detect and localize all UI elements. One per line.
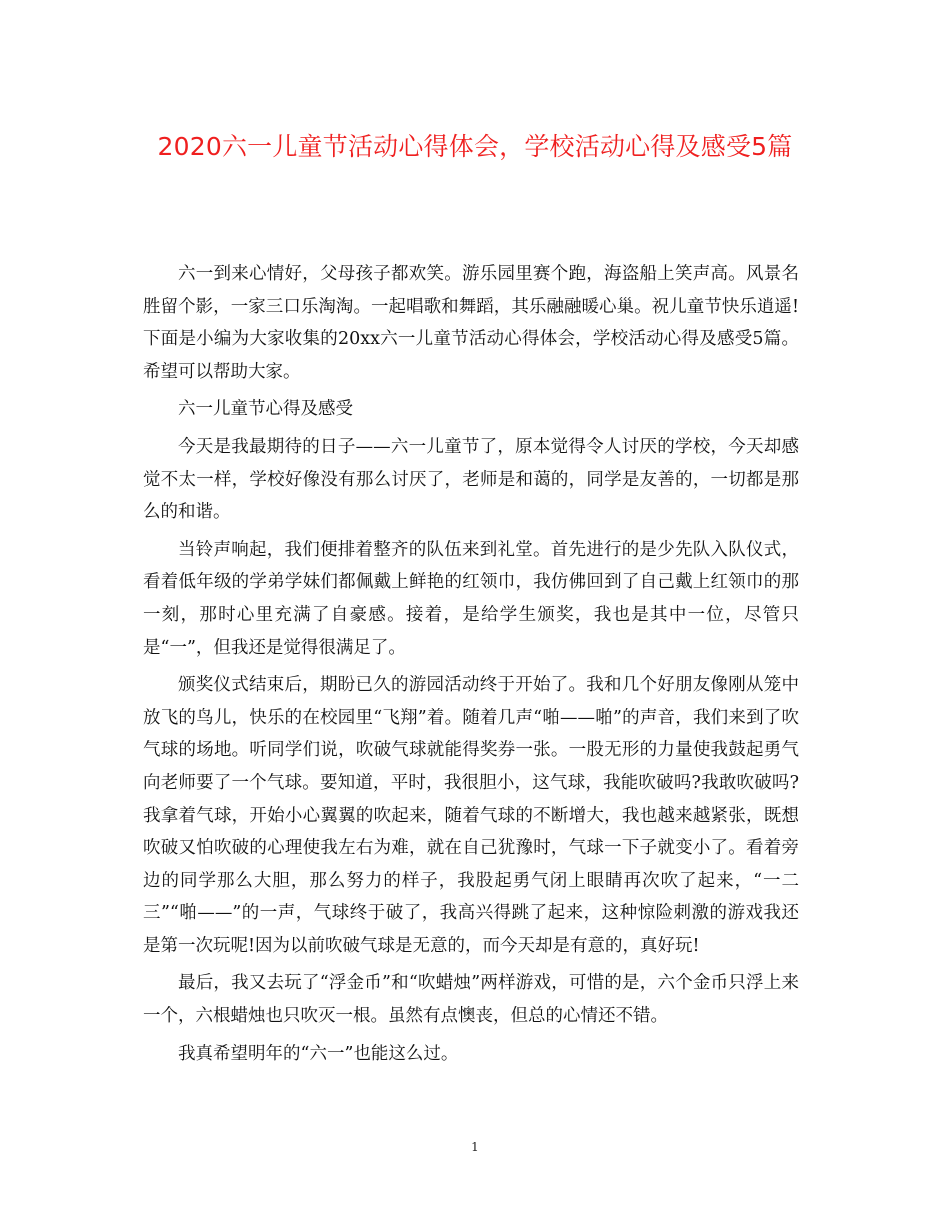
section-heading: 六一儿童节心得及感受 <box>178 399 353 420</box>
body-paragraph-1: 今天是我最期待的日子——六一儿童节了，原本觉得令人讨厌的学校，今天却感觉不太一样，学校好像没有那么讨厌了，老师是和蔼的，同学是友善的，一切都是那么的和谐。 <box>143 436 799 523</box>
body-paragraph-2: 当铃声响起，我们便排着整齐的队伍来到礼堂。首先进行的是少先队入队仪式，看着低年级的学弟学妹们都佩戴上鲜艳的红领巾，我仿佛回到了自己戴上红领巾的那一刻，那时心里充满了自豪感。接着，是给学生颁奖，我也是其中一位，尽管只是“一”，但我还是觉得很满足了。 <box>143 539 799 658</box>
page-number: 1 <box>471 1140 479 1154</box>
closing-paragraph: 我真希望明年的“六一”也能这么过。 <box>178 1043 459 1064</box>
body-paragraph-3: 颁奖仪式结束后，期盼已久的游园活动终于开始了。我和几个好朋友像刚从笼中放飞的鸟儿，快乐的在校园里“飞翔”着。随着几声“啪——啪”的声音，我们来到了吹气球的场地。听同学们说，吹破气球就能得奖券一张。一股无形的力量使我鼓起勇气向老师要了一个气球。要知道，平时，我很胆小，这气球，我能吹破吗?我敢吹破吗?我拿着气球，开始小心翼翼的吹起来，随着气球的不断增大，我也越来越紧张，既想吹破又怕吹破的心理使我左右为难，就在自己犹豫时，气球一下子就变小了。看着旁边的同学那么大胆，那么努力的样子，我股起勇气闭上眼睛再次吹了起来，“一二三”“啪——”的一声，气球终于破了，我高兴得跳了起来，这种惊险刺激的游戏我还是第一次玩呢!因为以前吹破气球是无意的，而今天却是有意的，真好玩! <box>143 675 799 956</box>
document-title: 2020六一儿童节活动心得体会，学校活动心得及感受5篇 <box>157 132 793 161</box>
document-body <box>143 258 799 1075</box>
body-paragraph-4: 最后，我又去玩了“浮金币”和“吹蜡烛”两样游戏，可惜的是，六个金币只浮上来一个，六根蜡烛也只吹灭一根。虽然有点懊丧，但总的心情还不错。 <box>143 973 799 1027</box>
intro-paragraph: 六一到来心情好，父母孩子都欢笑。游乐园里赛个跑，海盗船上笑声高。风景名胜留个影，一家三口乐淘淘。一起唱歌和舞蹈，其乐融融暖心巢。祝儿童节快乐逍遥!下面是小编为大家收集的20xx六一儿童节活动心得体会，学校活动心得及感受5篇。希望可以帮助大家。 <box>143 264 799 382</box>
